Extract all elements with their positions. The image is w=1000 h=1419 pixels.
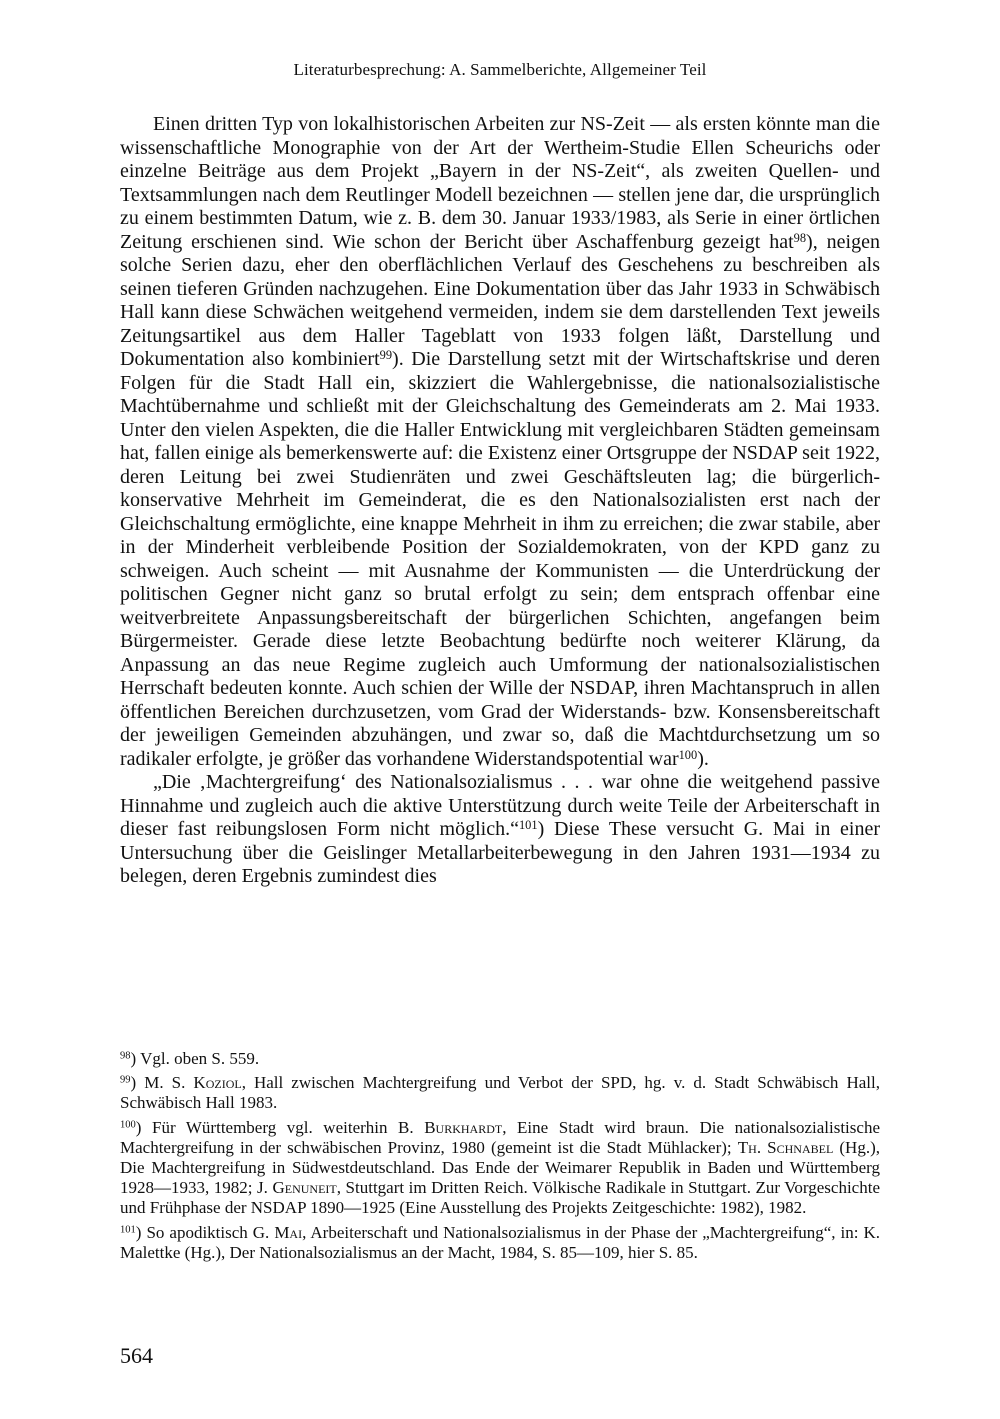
footnote-number: 100 [120, 1119, 136, 1131]
paragraph [120, 771, 880, 889]
paragraph [120, 113, 880, 771]
footnote-text: , Stuttgart im Dritten Reich. Völkische Radikale in Stuttgart. Zur Vorgeschichte und Frühphase der NSDAP 1890—1925 (Eine Ausstellung des Projekts Zeitgeschichte: 1982), 1982. [120, 1178, 880, 1218]
footnote-ref-98: 98 [793, 230, 807, 245]
text-segment: Einen dritten Typ von lokalhistorischen Arbeiten zur NS-Zeit — als ersten könnte man die wissenschaftliche Monographie von der Art der Wertheim-Studie Ellen Scheurichs oder einzelne Beiträge aus dem Projekt „Bayern in der NS-Zeit“, als zweiten Quellen- und Textsammlungen nach dem Reutlinger Modell bezeichnen — stellen jene dar, die ursprünglich zu einem bestimmten Datum, wie z. B. dem 30. Januar 1933/1983, als Serie in einer örtlichen Zeitung erschienen sind. Wie schon der Bericht über Aschaffenburg gezeigt hat [120, 113, 880, 253]
footnote-101 [120, 1223, 880, 1263]
text-segment: ). Die Darstellung setzt mit der Wirtschaftskrise und deren Folgen für die Stadt Hall ein, skizziert die Wahlergebnisse, die nationalsozialistische Machtübernahme und schließt mit der Gleichschaltung des Gemeinderats am 2. Mai 1933. Unter den vielen Aspekten, die die Haller Entwicklung mit vergleichbaren Städten gemeinsam hat, fallen einige als bemerkenswerte auf: die Existenz einer Ortsgruppe der NSDAP seit 1922, deren Leitung bei zwei Studienräten und zwei Geschäftsleuten lag; die bürgerlich-konservative Mehrheit im Gemeinderat, die es den Nationalsozialisten erst nach der Gleichschaltung ermöglichte, eine knappe Mehrheit in ihm zu erreichen; die zwar stabile, aber in der Minderheit verbleibende Position der Sozialdemokraten, von der KPD ganz zu schweigen. Auch scheint — mit Ausnahme der Kommunisten — die Unterdrückung der politischen Gegner nicht ganz so brutal erfolgt zu sein; dem entsprach offenbar eine weitverbreitete Anpassungsbereitschaft der bürgerlichen Schichten, angefangen beim Bürgermeister. Gerade diese letzte Beobachtung bedürfte noch weiterer Klärung, da Anpassung an das neue Regime zugleich auch Umformung der nationalsozialistischen Herrschaft bedeuten konnte. Auch schien der Wille der NSDAP, ihren Machtanspruch in allen öffentlichen Bereichen durchzusetzen, vom Grad der Widerstands- bzw. Konsensbereitschaft der jeweiligen Gemeinden abzuhängen, und zwar so, daß die Machtdurchsetzung um so radikaler erfolgte, je größer das vorhandene Widerstandspotential war [120, 348, 880, 770]
footnote-100 [120, 1118, 880, 1219]
footnote-text: ) Vgl. oben S. 559. [130, 1049, 260, 1068]
footnote-text: , Eine Stadt wird braun. Die nationalsozialistische Machtergreifung in der schwäbischen Provinz, 1980 (gemeint ist die Stadt Mühlacker); [120, 1117, 880, 1157]
author-name: Th. Schnabel [737, 1137, 834, 1157]
footnote-number: 101 [120, 1224, 136, 1236]
footnote-99 [120, 1073, 880, 1113]
author-name: Burkhardt [424, 1117, 503, 1137]
text-segment: ) Diese These versucht G. Mai in einer Untersuchung über die Geislinger Metallarbeiterbewegung in den Jahren 1931—1934 zu belegen, deren Ergebnis zumindest dies [120, 818, 881, 887]
footnote-text: ) Für Württemberg vgl. weiterhin B. [135, 1117, 425, 1137]
text-segment: „Die ‚Machtergreifung‘ des Nationalsozialismus . . . war ohne die weitgehend passive Hinnahme und zugleich auch die aktive Unterstützung durch weite Teile der Arbeiterschaft in dieser fast reibungslosen Form nicht möglich.“ [120, 771, 880, 840]
main-text [120, 113, 880, 889]
text-segment: ), neigen solche Serien dazu, eher den oberflächlichen Verlauf des Geschehens zu beschreiben als seinen tieferen Gründen nachzugehen. Eine Dokumentation über das Jahr 1933 in Schwäbisch Hall kann diese Schwächen weitgehend vermeiden, indem sie dem darstellenden Text jeweils Zeitungsartikel aus dem Haller Tageblatt von 1933 folgen läßt, Darstellung und Dokumentation also kombiniert [120, 230, 880, 370]
footnote-text: (Hg.), Die Machtergreifung in Südwestdeutschland. Das Ende der Weimarer Republik in Baden und Württemberg 1928—1933, 1982; J. [120, 1137, 880, 1198]
footnote-number: 99 [120, 1074, 131, 1086]
running-header: Literaturbesprechung: A. Sammelberichte, Allgemeiner Teil [293, 60, 707, 79]
author-name: Mai [274, 1222, 303, 1242]
footnote-text: , Arbeiterschaft und Nationalsozialismus in der Phase der „Machtergreifung“, in: K. Malettke (Hg.), Der Nationalsozialismus an der Macht, 1984, S. 85—109, hier S. 85. [120, 1222, 880, 1262]
footnote-text: , Hall zwischen Machtergreifung und Verbot der SPD, hg. v. d. Stadt Schwäbisch Hall, Schwäbisch Hall 1983. [120, 1073, 881, 1113]
page-number: 564 [120, 1343, 153, 1368]
author-name: Genuneit [272, 1178, 337, 1198]
footnote-text: ) So apodiktisch G. [135, 1222, 275, 1242]
footnote-ref-99: 99 [379, 347, 393, 362]
footnote-98 [120, 1049, 880, 1069]
footnote-text: ) M. S. [130, 1073, 194, 1093]
footnote-number: 98 [120, 1050, 131, 1062]
text-segment: ). [697, 747, 709, 770]
author-name: Koziol [193, 1073, 242, 1093]
footnote-ref-100: 100 [678, 747, 698, 762]
footnote-ref-101: 101 [518, 817, 538, 832]
footnotes [120, 1049, 880, 1267]
